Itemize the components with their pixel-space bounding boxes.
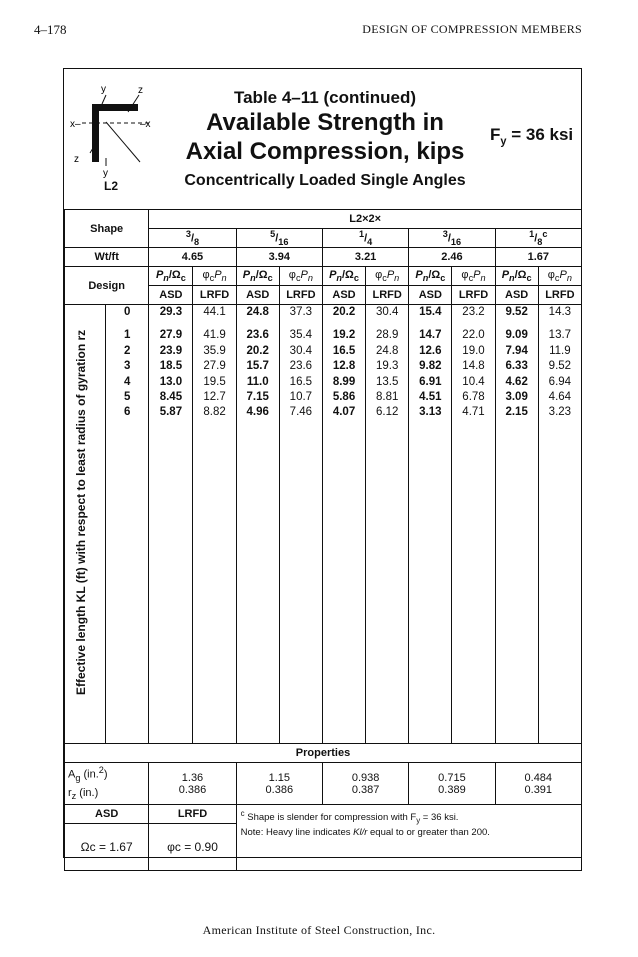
design-row (65, 267, 582, 286)
lrfd-header: LRFD (452, 286, 495, 305)
z-bottom-label: z (74, 154, 79, 165)
data-column: 14.3 13.7 11.9 9.52 6.94 4.64 3.23 (538, 305, 581, 744)
property-values: 0.938 0.387 (322, 763, 408, 805)
asd-header: ASD (322, 286, 365, 305)
page-number: 4–178 (34, 22, 67, 37)
property-values: 0.715 0.389 (409, 763, 495, 805)
shape-tag: L2 (104, 179, 119, 193)
y-bottom-label: y (103, 168, 108, 179)
shape-label: Shape (65, 210, 149, 248)
phi-pn-header: $\varphi_cP_n$ (193, 267, 236, 286)
weight-value: 3.21 (322, 248, 408, 267)
thickness-header: $^1/_4$ (322, 229, 408, 248)
lrfd-header: LRFD (193, 286, 236, 305)
phi-pn-header: $\varphi_cP_n$ (366, 267, 409, 286)
weight-value: 4.65 (149, 248, 236, 267)
weight-value: 3.94 (236, 248, 322, 267)
phi-pn-header: $\varphi_cP_n$ (538, 267, 581, 286)
weight-value: 2.46 (409, 248, 495, 267)
asd-header: ASD (409, 286, 452, 305)
title-block (160, 88, 490, 190)
lrfd-header: LRFD (538, 286, 581, 305)
pn-omega-header: $P_n/\Omega_c$ (322, 267, 365, 286)
phi-pn-header: $\varphi_cP_n$ (452, 267, 495, 286)
subtitle: Concentrically Loaded Single Angles (184, 172, 466, 189)
property-values: 1.36 0.386 (149, 763, 236, 805)
pn-omega-header: $P_n/\Omega_c$ (236, 267, 279, 286)
data-column: 29.3 27.9 23.9 18.5 13.0 8.45 5.87 (149, 305, 193, 744)
data-column: 37.3 35.4 30.4 23.6 16.5 10.7 7.46 (279, 305, 322, 744)
property-values: 0.484 0.391 (495, 763, 581, 805)
running-head: DESIGN OF COMPRESSION MEMBERS (362, 22, 582, 36)
data-column: 15.4 14.7 12.6 9.82 6.91 4.51 3.13 (409, 305, 452, 744)
thickness-header: $^3/_8$ (149, 229, 236, 248)
thickness-header: $^5/_{16}$ (236, 229, 322, 248)
lrfd-header: LRFD (366, 286, 409, 305)
property-values: 1.15 0.386 (236, 763, 322, 805)
asd-header: ASD (236, 286, 279, 305)
properties-label: Properties (65, 744, 582, 763)
omega-value: Ωc = 1.67 (65, 824, 149, 871)
data-column: 9.52 9.09 7.94 6.33 4.62 3.09 2.15 (495, 305, 538, 744)
z-top-label: z (138, 85, 143, 96)
pn-omega-header: $P_n/\Omega_c$ (495, 267, 538, 286)
asd-label: ASD (65, 805, 149, 824)
y-axis-label: Effective length KL (ft) with respect to least radius of gyration rz (74, 329, 88, 695)
data-column: 20.2 19.2 16.5 12.8 8.99 5.86 4.07 (322, 305, 365, 744)
weight-row (65, 248, 582, 267)
footnotes: $^c$ Shape is slender for compression with $F_y = 36$ ksi. Note: Heavy line indicates Kl/r equal to or greater than 200. (236, 805, 581, 871)
x-left-label: x– (70, 119, 81, 130)
data-column: 30.4 28.9 24.8 19.3 13.5 8.81 6.12 (366, 305, 409, 744)
x-right-label: –x (140, 119, 151, 130)
data-column: 24.8 23.6 20.2 15.7 11.0 7.15 4.96 (236, 305, 279, 744)
property-labels: $A_g$ (in.$^2$) $r_z$ (in.) (65, 763, 149, 805)
lrfd-header: LRFD (279, 286, 322, 305)
phi-pn-header: $\varphi_cP_n$ (279, 267, 322, 286)
weight-value: 1.67 (495, 248, 581, 267)
asd-header: ASD (495, 286, 538, 305)
wt-label: Wt/ft (65, 248, 149, 267)
section-designation: L2×2× (149, 210, 582, 229)
thickness-header: $^3/_{16}$ (409, 229, 495, 248)
asd-header: ASD (149, 286, 193, 305)
design-label: Design (65, 267, 149, 305)
lrfd-label: LRFD (149, 805, 236, 824)
strength-table (64, 209, 582, 871)
properties-row (65, 763, 582, 805)
pn-omega-header: $P_n/\Omega_c$ (409, 267, 452, 286)
kl-column: 0 1 2 3 4 5 6 (106, 305, 149, 744)
pn-omega-header: $P_n/\Omega_c$ (149, 267, 193, 286)
page-footer: American Institute of Steel Construction, Inc. (202, 923, 436, 937)
y-top-label: y (101, 84, 106, 95)
title-line-1: Available Strength in (206, 109, 444, 136)
table-continued: Table 4–11 (continued) (233, 88, 416, 107)
data-column: 23.2 22.0 19.0 14.8 10.4 6.78 4.71 (452, 305, 495, 744)
yield-stress: $F_y = 36$ ksi (490, 125, 574, 148)
title-line-2: Axial Compression, kips (185, 138, 465, 165)
data-column: 44.1 41.9 35.9 27.9 19.5 12.7 8.82 (193, 305, 236, 744)
thickness-header: $^1/_8^c$ (495, 229, 581, 248)
data-body (65, 305, 582, 744)
angle-section-icon (68, 82, 158, 192)
phi-value: φc = 0.90 (149, 824, 236, 871)
